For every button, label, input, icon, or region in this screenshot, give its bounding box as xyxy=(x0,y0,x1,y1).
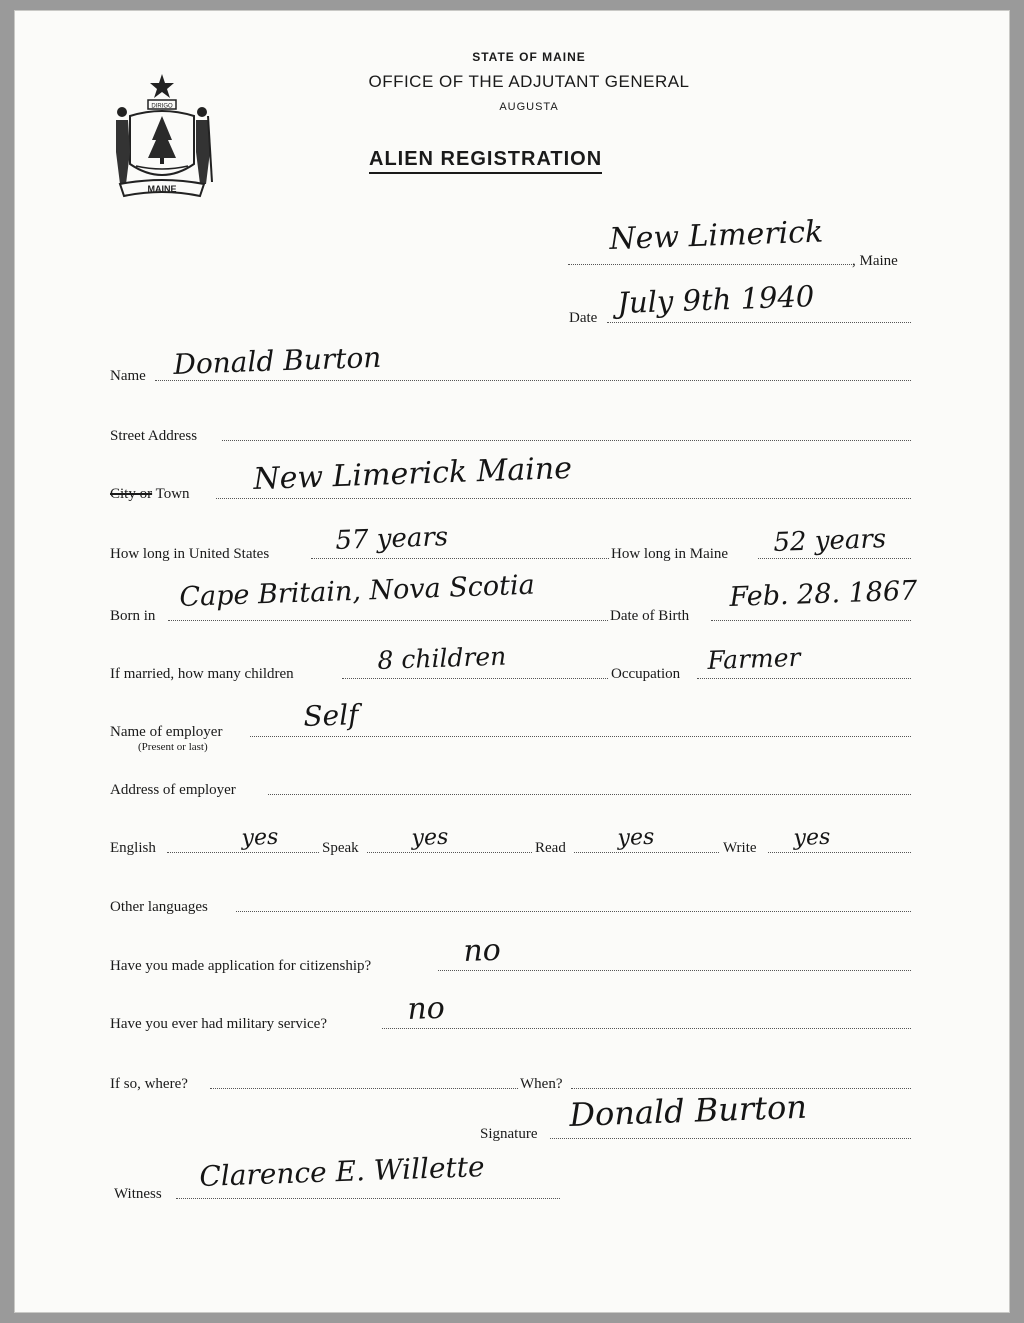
when-line xyxy=(571,1088,911,1089)
witness-value: Clarence E. Willette xyxy=(198,1150,486,1193)
how-long-maine-line xyxy=(758,558,911,559)
military-line xyxy=(382,1028,911,1029)
citizenship-label: Have you made application for citizenship? xyxy=(110,958,372,974)
town-label-text: Town xyxy=(152,486,190,502)
read-label: Read xyxy=(535,840,566,856)
if-so-where-line xyxy=(210,1088,518,1089)
english-value: yes xyxy=(241,824,279,851)
if-so-where-label: If so, where? xyxy=(110,1076,188,1092)
date-value: July 9th 1940 xyxy=(616,279,815,320)
employer-note-label: (Present or last) xyxy=(138,741,208,753)
date-of-birth-line xyxy=(711,620,911,621)
occupation-label: Occupation xyxy=(611,666,681,682)
children-line xyxy=(342,678,608,679)
state-suffix-label: , Maine xyxy=(852,253,898,269)
other-languages-label: Other languages xyxy=(110,899,208,915)
town-header-line xyxy=(568,264,852,265)
read-value: yes xyxy=(617,824,655,851)
town-line xyxy=(216,498,911,499)
signature-label: Signature xyxy=(480,1126,538,1142)
form-title: ALIEN REGISTRATION xyxy=(369,148,602,174)
english-label: English xyxy=(110,840,156,856)
how-long-us-value: 57 years xyxy=(334,522,449,556)
speak-line xyxy=(367,852,532,853)
name-label: Name xyxy=(110,368,146,384)
military-value: no xyxy=(406,990,446,1027)
state-heading: STATE OF MAINE xyxy=(472,50,586,64)
town-header-value: New Limerick xyxy=(608,214,824,257)
children-label: If married, how many children xyxy=(110,666,294,682)
date-line xyxy=(607,322,911,323)
employer-name-value: Self xyxy=(302,698,360,733)
write-value: yes xyxy=(793,824,831,851)
occupation-line xyxy=(697,678,911,679)
read-line xyxy=(574,852,719,853)
seal-motto: DIRIGO xyxy=(151,103,173,110)
street-address-label: Street Address xyxy=(110,428,198,444)
born-in-label: Born in xyxy=(110,608,156,624)
write-label: Write xyxy=(723,840,757,856)
witness-label: Witness xyxy=(114,1186,162,1202)
name-line xyxy=(155,380,911,381)
speak-value: yes xyxy=(411,824,449,851)
occupation-value: Farmer xyxy=(706,642,801,675)
born-in-line xyxy=(168,620,608,621)
how-long-us-label: How long in United States xyxy=(110,546,270,562)
date-of-birth-label: Date of Birth xyxy=(610,608,690,624)
employer-name-label: Name of employer xyxy=(110,724,223,740)
town-label xyxy=(110,486,190,503)
signature-line xyxy=(550,1138,911,1139)
employer-address-label: Address of employer xyxy=(110,782,236,798)
witness-line xyxy=(176,1198,560,1199)
name-value: Donald Burton xyxy=(172,340,382,381)
town-value: New Limerick Maine xyxy=(252,450,573,497)
born-in-value: Cape Britain, Nova Scotia xyxy=(178,569,536,613)
seal-banner-text: MAINE xyxy=(147,184,177,194)
city-heading: AUGUSTA xyxy=(499,101,559,113)
citizenship-value: no xyxy=(462,932,502,969)
date-of-birth-value: Feb. 28. 1867 xyxy=(728,575,918,613)
signature-value: Donald Burton xyxy=(568,1087,808,1134)
street-address-line xyxy=(222,440,911,441)
when-label: When? xyxy=(520,1076,563,1092)
citizenship-line xyxy=(438,970,911,971)
maine-state-seal-icon xyxy=(108,72,216,200)
city-struck-label: City or xyxy=(110,486,153,502)
employer-address-line xyxy=(268,794,911,795)
how-long-us-line xyxy=(311,558,609,559)
office-heading: OFFICE OF THE ADJUTANT GENERAL xyxy=(368,72,690,91)
write-line xyxy=(768,852,911,853)
military-label: Have you ever had military service? xyxy=(110,1016,327,1032)
english-line xyxy=(167,852,319,853)
date-label: Date xyxy=(569,310,598,326)
other-languages-line xyxy=(236,911,911,912)
employer-name-line xyxy=(250,736,911,737)
how-long-maine-label: How long in Maine xyxy=(611,546,729,562)
children-value: 8 children xyxy=(376,641,507,675)
how-long-maine-value: 52 years xyxy=(772,524,887,558)
registration-form xyxy=(14,10,1010,1313)
speak-label: Speak xyxy=(322,840,359,856)
